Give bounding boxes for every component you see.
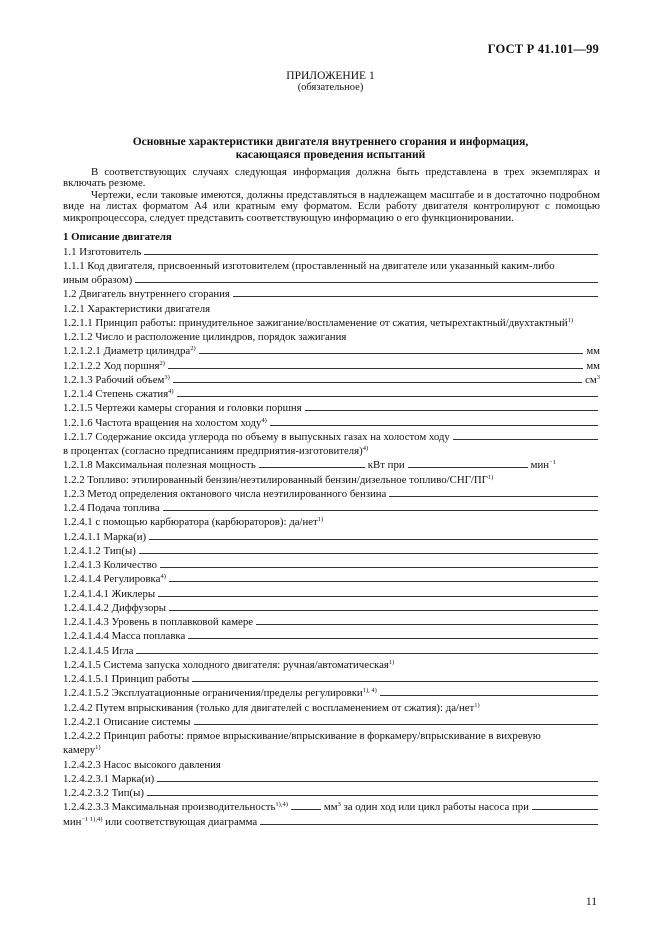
blank-field[interactable]	[188, 638, 598, 639]
blank-field[interactable]	[136, 653, 598, 654]
item-1-2-1-4: 1.2.1.4 Степень сжатия$^{4)}$	[63, 386, 600, 400]
item-1-2-4-1-2: 1.2.4.1.2 Тип(ы)	[63, 543, 600, 557]
blank-field[interactable]	[270, 425, 598, 426]
item-1-2-4-1-4-3: 1.2.4.1.4.3 Уровень в поплавковой камере	[63, 614, 600, 628]
form-content	[63, 229, 600, 828]
item-1-2-1-3: 1.2.1.3 Рабочий объем$^{3)}$ $см^3$	[63, 373, 600, 386]
item-1-2-4-1-4-5: 1.2.4.1.4.5 Игла	[63, 642, 600, 656]
blank-field[interactable]	[169, 610, 598, 611]
item-1-2-1-6: 1.2.1.6 Частота вращения на холостом ходу$^{4)}$	[63, 414, 600, 428]
blank-field[interactable]	[168, 368, 583, 369]
blank-field[interactable]	[177, 396, 598, 397]
intro-text	[63, 167, 600, 224]
blank-field[interactable]	[135, 282, 598, 283]
item-1-2-4-1: 1.2.4.1 с помощью карбюратора (карбюраторов): да/нет$^{1)}$	[63, 516, 324, 529]
blank-field[interactable]	[169, 581, 598, 582]
item-1-2-4-2-3-1: 1.2.4.2.3.1 Марка(и)	[63, 771, 600, 785]
item-1-2-1-8: 1.2.1.8 Максимальная полезная мощность кВт при мин$^{-1}$	[63, 459, 556, 472]
blank-field[interactable]	[256, 624, 598, 625]
item-1-2-4-2-2-line-1: 1.2.4.2.2 Принцип работы: прямое впрыскивание/впрыскивание в форкамеру/впрыскивание в вихревую	[63, 730, 541, 742]
blank-field[interactable]	[158, 596, 598, 597]
item-1-2-4-2-1: 1.2.4.2.1 Описание системы	[63, 714, 600, 728]
item-1-2-4: 1.2.4 Подача топлива	[63, 500, 600, 514]
item-1-2-4-1-3: 1.2.4.1.3 Количество	[63, 557, 600, 571]
blank-field[interactable]	[144, 254, 598, 255]
item-1-2-4-1-4: 1.2.4.1.4 Регулировка$^{4)}$	[63, 571, 600, 585]
blank-field[interactable]	[192, 681, 598, 682]
standard-header: ГОСТ Р 41.101—99	[487, 42, 599, 56]
item-1-2-4-2-3-2: 1.2.4.2.3.2 Тип(ы)	[63, 785, 600, 799]
item-1-2-4-2: 1.2.4.2 Путем впрыскивания (только для двигателей с воспламенением от сжатия): да/нет$^{1)}$	[63, 701, 480, 714]
item-1-1: 1.1 Изготовитель	[63, 243, 600, 257]
annex-title: ПРИЛОЖЕНИЕ 1	[286, 70, 375, 82]
item-1-2: 1.2 Двигатель внутреннего сгорания	[63, 286, 600, 300]
item-1-2-4-1-4-2: 1.2.4.1.4.2 Диффузоры	[63, 600, 600, 614]
item-1-2-4-2-3-3-line-2: мин$^{-1 1),4)}$ или соответствующая диаграмма	[63, 813, 600, 827]
item-1-2-1-2-1: 1.2.1.2.1 Диаметр цилиндра$^{2)}$ мм	[63, 345, 600, 358]
blank-field[interactable]	[149, 539, 598, 540]
section-1-title: 1 Описание двигателя	[63, 231, 172, 244]
blank-field[interactable]	[194, 724, 598, 725]
item-1-2-2: 1.2.2 Топливо: этилированный бензин/неэтилированный бензин/дизельное топливо/СНГ/ПГ$^{1)}$	[63, 473, 494, 486]
document-title-line-2: касающаяся проведения испытаний	[235, 149, 426, 161]
item-1-2-4-2-2-line-2: камеру$^{1)}$	[63, 744, 101, 757]
blank-field[interactable]	[139, 553, 598, 554]
intro-paragraph-2: Чертежи, если таковые имеются, должны представляться в надлежащем масштабе и в достаточно подробном виде на листах форматом А4 или кратным ему форматом. Если работу двигателя контролируют с помощью микропроцессора, следует представить соответствующую информацию о его функционировании.	[63, 188, 600, 224]
blank-field[interactable]	[173, 382, 582, 383]
intro-paragraph-1: В соответствующих случаях следующая информация должна быть представлена в трех экземплярах и включать резюме.	[63, 166, 600, 190]
item-1-2-4-1-5: 1.2.4.1.5 Система запуска холодного двигателя: ручная/автоматическая$^{1)}$	[63, 658, 395, 671]
blank-field[interactable]	[147, 795, 598, 796]
item-1-2-1-1: 1.2.1.1 Принцип работы: принудительное зажигание/воспламенение от сжатия, четырехтактный/двухтактный$^{1)}$	[63, 316, 574, 329]
page-number: 11	[585, 896, 597, 908]
item-1-2-4-1-4-4: 1.2.4.1.4.4 Масса поплавка	[63, 628, 600, 642]
blank-field[interactable]	[380, 695, 598, 696]
blank-field[interactable]	[453, 439, 598, 440]
item-1-2-4-1-4-1: 1.2.4.1.4.1 Жиклеры	[63, 585, 600, 599]
item-1-2-1-5: 1.2.1.5 Чертежи камеры сгорания и головки поршня	[63, 400, 600, 414]
blank-field[interactable]	[532, 809, 598, 810]
speed-field[interactable]	[408, 467, 528, 468]
item-1-2-1: 1.2.1 Характеристики двигателя	[63, 302, 211, 315]
item-1-1-1-line-2: иным образом)	[63, 272, 600, 286]
blank-field[interactable]	[199, 353, 584, 354]
item-1-2-4-1-1: 1.2.4.1.1 Марка(и)	[63, 528, 600, 542]
item-1-2-1-7-line-1: 1.2.1.7 Содержание оксида углерода по объему в выпускных газах на холостом ходу	[63, 429, 600, 443]
blank-field[interactable]	[157, 781, 598, 782]
item-1-2-4-1-5-1: 1.2.4.1.5.1 Принцип работы	[63, 671, 600, 685]
document-title-line-1: Основные характеристики двигателя внутреннего сгорания и информация,	[132, 136, 529, 148]
annex-note: (обязательное)	[297, 82, 364, 93]
capacity-field[interactable]	[291, 809, 321, 810]
item-1-2-4-2-3-3-line-1: 1.2.4.2.3.3 Максимальная производительность$^{1),4)}$ $мм^3$ за один ход или цикл работы насоса при	[63, 799, 600, 813]
item-1-2-1-2-2: 1.2.1.2.2 Ход поршня$^{2)}$ мм	[63, 359, 600, 372]
blank-field[interactable]	[389, 496, 598, 497]
blank-field[interactable]	[160, 567, 598, 568]
item-1-1-1-line-1: 1.1.1 Код двигателя, присвоенный изготовителем (проставленный на двигателе или указанный каким-либо	[63, 259, 555, 272]
item-1-2-1-2: 1.2.1.2 Число и расположение цилиндров, порядок зажигания	[63, 331, 347, 343]
item-1-2-3: 1.2.3 Метод определения октанового числа неэтилированного бензина	[63, 486, 600, 500]
blank-field[interactable]	[163, 510, 598, 511]
item-1-2-4-2-3: 1.2.4.2.3 Насос высокого давления	[63, 758, 221, 771]
item-1-2-1-7-line-2: в процентах (согласно предписаниям предприятия-изготовителя)$^{4)}$	[63, 445, 369, 457]
document-title	[0, 136, 661, 162]
item-1-2-4-1-5-2: 1.2.4.1.5.2 Эксплуатационные ограничения/пределы регулировки$^{1), 4)}$	[63, 685, 600, 699]
annex-heading	[0, 70, 661, 94]
blank-field[interactable]	[233, 296, 598, 297]
blank-field[interactable]	[305, 410, 598, 411]
blank-field[interactable]	[260, 824, 598, 825]
power-field[interactable]	[259, 467, 365, 468]
